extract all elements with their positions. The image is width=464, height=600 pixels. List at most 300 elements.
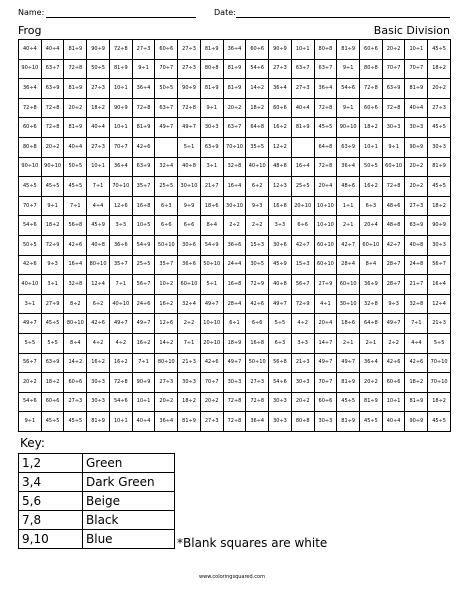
grid-cell[interactable]: 70÷10 (428, 353, 451, 373)
grid-cell[interactable]: 30÷3 (291, 373, 314, 393)
grid-cell[interactable]: 50÷5 (360, 157, 383, 177)
grid-cell[interactable]: 40÷10 (246, 157, 269, 177)
grid-cell[interactable]: 80÷10 (64, 314, 87, 334)
grid-cell[interactable]: 49÷7 (223, 353, 246, 373)
grid-cell[interactable]: 9÷1 (337, 98, 360, 118)
grid-cell[interactable]: 40÷8 (269, 275, 292, 295)
grid-cell[interactable]: 36÷4 (314, 79, 337, 99)
grid-cell[interactable]: 2÷1 (337, 216, 360, 236)
grid-cell[interactable]: 70÷10 (223, 137, 246, 157)
grid-cell[interactable]: 20÷4 (314, 314, 337, 334)
grid-cell[interactable]: 32÷8 (223, 157, 246, 177)
grid-cell[interactable]: 60÷10 (337, 275, 360, 295)
grid-cell[interactable]: 8÷4 (200, 216, 223, 236)
grid-cell[interactable]: 60÷10 (382, 157, 405, 177)
grid-cell[interactable]: 81÷9 (405, 79, 428, 99)
grid-cell[interactable]: 9÷1 (132, 59, 155, 79)
grid-cell[interactable]: 72÷8 (223, 392, 246, 412)
grid-cell[interactable]: 20÷4 (360, 216, 383, 236)
grid-cell[interactable]: 72÷8 (382, 177, 405, 197)
grid-cell[interactable]: 9÷3 (382, 294, 405, 314)
grid-cell[interactable]: 20÷2 (41, 137, 64, 157)
grid-cell[interactable]: 64÷8 (360, 314, 383, 334)
grid-cell[interactable]: 42÷6 (19, 255, 42, 275)
grid-cell[interactable]: 48÷6 (382, 196, 405, 216)
grid-cell[interactable]: 10÷2 (155, 275, 178, 295)
grid-cell[interactable]: 81÷9 (200, 40, 223, 60)
grid-cell[interactable]: 9÷3 (246, 196, 269, 216)
grid-cell[interactable]: 81÷9 (200, 79, 223, 99)
grid-cell[interactable]: 42÷7 (291, 235, 314, 255)
grid-cell[interactable]: 72÷9 (291, 294, 314, 314)
grid-cell[interactable]: 7÷1 (109, 275, 132, 295)
grid-cell[interactable]: 30÷3 (428, 137, 451, 157)
grid-cell[interactable]: 12÷6 (109, 196, 132, 216)
grid-cell[interactable]: 20÷2 (291, 392, 314, 412)
grid-cell[interactable]: 7÷1 (405, 314, 428, 334)
grid-cell[interactable]: 9÷9 (178, 196, 201, 216)
grid-cell[interactable]: 72÷8 (223, 412, 246, 432)
grid-cell[interactable]: 27÷3 (155, 373, 178, 393)
grid-cell[interactable]: 56÷8 (269, 353, 292, 373)
grid-cell[interactable]: 36÷6 (178, 255, 201, 275)
grid-cell[interactable]: 50÷5 (64, 157, 87, 177)
grid-cell[interactable]: 20÷2 (382, 40, 405, 60)
grid-cell[interactable]: 54÷9 (200, 235, 223, 255)
grid-cell[interactable]: 4÷2 (109, 333, 132, 353)
grid-cell[interactable]: 54÷9 (132, 235, 155, 255)
grid-cell[interactable]: 81÷9 (337, 373, 360, 393)
grid-cell[interactable]: 3÷3 (109, 216, 132, 236)
grid-cell[interactable]: 63÷7 (41, 59, 64, 79)
grid-cell[interactable]: 36÷4 (109, 157, 132, 177)
grid-cell[interactable]: 72÷8 (19, 98, 42, 118)
grid-cell[interactable]: 45÷5 (314, 118, 337, 138)
grid-cell[interactable]: 50÷5 (19, 235, 42, 255)
grid-cell[interactable]: 81÷9 (360, 392, 383, 412)
grid-cell[interactable]: 30÷5 (246, 255, 269, 275)
grid-cell[interactable]: 36÷9 (360, 275, 383, 295)
grid-cell[interactable]: 6÷3 (269, 333, 292, 353)
grid-cell[interactable]: 15÷3 (291, 255, 314, 275)
grid-cell[interactable]: 6÷6 (291, 216, 314, 236)
grid-cell[interactable]: 4÷4 (405, 333, 428, 353)
grid-cell[interactable]: 27÷3 (87, 137, 110, 157)
grid-cell[interactable]: 36÷4 (269, 79, 292, 99)
grid-cell[interactable]: 3÷1 (19, 294, 42, 314)
grid-cell[interactable]: 72÷8 (64, 59, 87, 79)
grid-cell[interactable]: 10÷1 (405, 40, 428, 60)
grid-cell[interactable]: 49÷7 (109, 314, 132, 334)
grid-cell[interactable]: 16÷2 (155, 294, 178, 314)
grid-cell[interactable]: 50÷10 (200, 255, 223, 275)
grid-cell[interactable]: 40÷4 (132, 412, 155, 432)
grid-cell[interactable]: 30÷6 (269, 235, 292, 255)
grid-cell[interactable]: 45÷5 (428, 177, 451, 197)
grid-cell[interactable]: 16÷4 (64, 255, 87, 275)
grid-cell[interactable]: 45÷5 (337, 392, 360, 412)
grid-cell[interactable]: 40÷8 (87, 235, 110, 255)
grid-cell[interactable]: 63÷9 (382, 79, 405, 99)
grid-cell[interactable]: 10÷5 (132, 216, 155, 236)
grid-cell[interactable]: 90÷9 (109, 98, 132, 118)
grid-cell[interactable]: 10÷10 (200, 314, 223, 334)
grid-cell[interactable]: 8÷4 (360, 255, 383, 275)
grid-cell[interactable]: 45÷9 (87, 216, 110, 236)
grid-cell[interactable]: 18÷2 (246, 98, 269, 118)
grid-cell[interactable]: 42÷6 (132, 137, 155, 157)
grid-cell[interactable]: 18÷6 (337, 314, 360, 334)
grid-cell[interactable]: 14÷2 (64, 353, 87, 373)
grid-cell[interactable]: 10÷1 (360, 137, 383, 157)
grid-cell[interactable]: 2÷2 (382, 333, 405, 353)
grid-cell[interactable]: 16÷8 (132, 196, 155, 216)
grid-cell[interactable]: 72÷8 (41, 98, 64, 118)
grid-cell[interactable]: 30÷3 (178, 373, 201, 393)
grid-cell[interactable]: 90÷10 (19, 59, 42, 79)
grid-cell[interactable]: 27÷3 (132, 40, 155, 60)
grid-cell[interactable]: 45÷5 (41, 314, 64, 334)
grid-cell[interactable]: 50÷5 (155, 79, 178, 99)
grid-cell[interactable]: 72÷8 (178, 98, 201, 118)
grid-cell[interactable]: 45÷5 (428, 118, 451, 138)
grid-cell[interactable]: 4÷2 (87, 333, 110, 353)
grid-cell[interactable]: 70÷7 (155, 59, 178, 79)
grid-cell[interactable]: 30÷3 (314, 412, 337, 432)
grid-cell[interactable]: 60÷6 (246, 40, 269, 60)
grid-cell[interactable]: 18÷2 (405, 373, 428, 393)
grid-cell[interactable]: 63÷7 (314, 59, 337, 79)
grid-cell[interactable]: 42÷7 (382, 235, 405, 255)
grid-cell[interactable]: 42÷6 (405, 353, 428, 373)
grid-cell[interactable]: 10÷1 (109, 118, 132, 138)
grid-cell[interactable]: 10÷1 (291, 40, 314, 60)
grid-cell[interactable]: 64÷8 (246, 118, 269, 138)
grid-cell[interactable]: 21÷7 (405, 275, 428, 295)
grid-cell[interactable]: 18÷2 (428, 196, 451, 216)
grid-cell[interactable]: 72÷8 (382, 98, 405, 118)
grid-cell[interactable]: 36÷4 (19, 79, 42, 99)
grid-cell[interactable]: 7÷1 (87, 177, 110, 197)
grid-cell[interactable]: 72÷8 (246, 392, 269, 412)
grid-cell[interactable]: 6÷6 (155, 216, 178, 236)
grid-cell[interactable]: 81÷9 (109, 59, 132, 79)
grid-cell[interactable]: 6÷3 (360, 196, 383, 216)
grid-cell[interactable]: 10÷1 (87, 157, 110, 177)
grid-cell[interactable]: 81÷9 (64, 40, 87, 60)
grid-cell[interactable]: 90÷10 (41, 157, 64, 177)
grid-cell[interactable]: 56÷7 (19, 353, 42, 373)
grid-cell[interactable]: 16÷8 (223, 275, 246, 295)
grid-cell[interactable]: 24÷4 (223, 255, 246, 275)
grid-cell[interactable]: 45÷5 (64, 412, 87, 432)
grid-cell[interactable]: 30÷3 (428, 235, 451, 255)
grid-cell[interactable]: 60÷6 (382, 373, 405, 393)
grid-cell[interactable]: 63÷9 (41, 353, 64, 373)
grid-cell[interactable]: 40÷10 (19, 275, 42, 295)
grid-cell[interactable]: 40÷4 (291, 98, 314, 118)
grid-cell[interactable]: 20÷2 (360, 373, 383, 393)
grid-cell[interactable]: 12÷6 (155, 314, 178, 334)
grid-cell[interactable]: 30÷3 (200, 118, 223, 138)
grid-cell[interactable]: 80÷8 (291, 412, 314, 432)
grid-cell[interactable]: 27÷3 (87, 79, 110, 99)
grid-cell[interactable]: 35÷7 (155, 255, 178, 275)
grid-cell[interactable]: 63÷7 (291, 59, 314, 79)
grid-cell[interactable]: 49÷7 (132, 314, 155, 334)
grid-cell[interactable]: 6÷1 (223, 314, 246, 334)
grid-cell[interactable]: 20÷2 (223, 98, 246, 118)
grid-cell[interactable]: 25÷5 (155, 177, 178, 197)
grid-cell[interactable]: 48÷8 (269, 157, 292, 177)
grid-cell[interactable]: 20÷2 (200, 392, 223, 412)
grid-cell[interactable]: 3÷3 (291, 333, 314, 353)
grid-cell[interactable]: 60÷6 (64, 373, 87, 393)
grid-cell[interactable]: 54÷6 (109, 392, 132, 412)
grid-cell[interactable]: 16÷2 (132, 333, 155, 353)
grid-cell[interactable]: 5÷5 (19, 333, 42, 353)
grid-cell[interactable]: 81÷9 (178, 412, 201, 432)
grid-cell[interactable]: 72÷8 (132, 98, 155, 118)
grid-cell[interactable]: 6÷3 (155, 196, 178, 216)
grid-cell[interactable]: 56÷8 (64, 216, 87, 236)
grid-cell[interactable]: 90÷9 (405, 412, 428, 432)
grid-cell[interactable]: 60÷6 (41, 392, 64, 412)
grid-cell[interactable]: 36÷4 (223, 40, 246, 60)
grid-cell[interactable]: 27÷3 (64, 392, 87, 412)
grid-cell[interactable]: 60÷6 (360, 40, 383, 60)
grid-cell[interactable]: 60÷6 (19, 118, 42, 138)
grid-cell[interactable]: 20÷10 (291, 196, 314, 216)
grid-cell[interactable]: 32÷4 (178, 294, 201, 314)
grid-cell[interactable]: 90÷10 (337, 118, 360, 138)
grid-cell[interactable]: 16÷4 (428, 275, 451, 295)
grid-cell[interactable]: 2÷2 (223, 216, 246, 236)
grid-cell[interactable]: 63÷9 (200, 137, 223, 157)
grid-cell[interactable]: 60÷6 (269, 98, 292, 118)
grid-cell[interactable]: 49÷7 (155, 118, 178, 138)
grid-cell[interactable]: 48÷6 (337, 177, 360, 197)
grid-cell[interactable]: 45÷5 (428, 40, 451, 60)
grid-cell[interactable]: 45÷5 (19, 177, 42, 197)
grid-cell[interactable]: 60÷6 (155, 40, 178, 60)
grid-cell[interactable]: 9÷3 (41, 255, 64, 275)
grid-cell[interactable]: 9÷1 (41, 196, 64, 216)
grid-cell[interactable]: 40÷8 (178, 157, 201, 177)
grid-cell[interactable]: 27÷3 (291, 79, 314, 99)
grid-cell[interactable]: 7÷1 (178, 333, 201, 353)
grid-cell[interactable]: 63÷7 (155, 98, 178, 118)
grid-cell[interactable]: 10÷1 (109, 412, 132, 432)
grid-cell[interactable]: 32÷4 (155, 157, 178, 177)
grid-cell[interactable]: 5÷5 (41, 333, 64, 353)
grid-cell[interactable]: 35÷7 (109, 255, 132, 275)
grid-cell[interactable]: 4÷4 (87, 196, 110, 216)
grid-cell[interactable]: 30÷10 (337, 294, 360, 314)
grid-cell[interactable]: 80÷10 (155, 353, 178, 373)
grid-cell[interactable]: 28÷7 (382, 255, 405, 275)
grid-cell[interactable]: 45÷5 (41, 412, 64, 432)
grid-cell[interactable]: 16÷2 (87, 353, 110, 373)
grid-cell[interactable]: 60÷10 (178, 275, 201, 295)
grid-cell[interactable]: 72÷8 (109, 40, 132, 60)
grid-cell[interactable]: 20÷2 (155, 392, 178, 412)
grid-cell[interactable]: 24÷6 (132, 294, 155, 314)
grid-cell[interactable]: 40÷10 (109, 294, 132, 314)
grid-cell[interactable]: 20÷2 (405, 157, 428, 177)
grid-cell[interactable]: 24÷8 (405, 255, 428, 275)
grid-cell[interactable]: 27÷3 (178, 59, 201, 79)
grid-cell[interactable]: 30÷6 (178, 235, 201, 255)
grid-cell[interactable]: 8÷2 (64, 294, 87, 314)
grid-cell[interactable]: 90÷9 (428, 216, 451, 236)
grid-cell[interactable]: 30÷3 (269, 392, 292, 412)
grid-cell[interactable]: 45÷9 (269, 255, 292, 275)
grid-cell[interactable]: 9÷1 (200, 98, 223, 118)
grid-cell[interactable]: 4÷2 (291, 314, 314, 334)
grid-cell[interactable]: 60÷10 (314, 255, 337, 275)
grid-cell[interactable]: 90÷10 (19, 157, 42, 177)
grid-cell[interactable]: 2÷2 (178, 314, 201, 334)
grid-cell[interactable] (155, 137, 178, 157)
grid-cell[interactable]: 54÷6 (246, 59, 269, 79)
grid-cell[interactable]: 81÷9 (405, 392, 428, 412)
grid-cell[interactable]: 2÷1 (337, 333, 360, 353)
grid-cell[interactable]: 30÷3 (405, 118, 428, 138)
grid-cell[interactable]: 72÷8 (314, 98, 337, 118)
grid-cell[interactable]: 70÷7 (200, 373, 223, 393)
grid-cell[interactable]: 35÷7 (132, 177, 155, 197)
grid-cell[interactable]: 60÷6 (360, 98, 383, 118)
grid-cell[interactable]: 18÷9 (223, 333, 246, 353)
grid-cell[interactable]: 49÷7 (269, 294, 292, 314)
grid-cell[interactable]: 21÷3 (428, 314, 451, 334)
grid-cell[interactable]: 5÷1 (178, 137, 201, 157)
grid-cell[interactable]: 5÷5 (269, 314, 292, 334)
grid-cell[interactable]: 36÷4 (337, 157, 360, 177)
grid-cell[interactable]: 81÷9 (87, 412, 110, 432)
grid-cell[interactable]: 2÷2 (246, 216, 269, 236)
grid-cell[interactable]: 70÷10 (109, 177, 132, 197)
grid-cell[interactable]: 49÷7 (337, 353, 360, 373)
grid-cell[interactable]: 72÷8 (41, 118, 64, 138)
grid-cell[interactable]: 49÷7 (314, 353, 337, 373)
grid-cell[interactable]: 30÷3 (223, 373, 246, 393)
grid-cell[interactable]: 27÷3 (178, 40, 201, 60)
grid-cell[interactable]: 36÷6 (223, 235, 246, 255)
grid-cell[interactable]: 10÷10 (314, 216, 337, 236)
grid-cell[interactable]: 30÷10 (223, 196, 246, 216)
grid-cell[interactable]: 81÷9 (291, 118, 314, 138)
grid-cell[interactable]: 63÷9 (405, 216, 428, 236)
grid-cell[interactable]: 42÷6 (246, 294, 269, 314)
grid-cell[interactable]: 42÷7 (337, 235, 360, 255)
grid-cell[interactable]: 54÷6 (19, 392, 42, 412)
grid-cell[interactable]: 6÷2 (246, 177, 269, 197)
grid-cell[interactable]: 72÷8 (109, 373, 132, 393)
grid-cell[interactable]: 50÷10 (155, 235, 178, 255)
grid-cell[interactable]: 40÷4 (19, 40, 42, 60)
grid-cell[interactable]: 6÷6 (246, 314, 269, 334)
grid-cell[interactable]: 81÷9 (132, 118, 155, 138)
grid-cell[interactable]: 20÷4 (314, 177, 337, 197)
grid-cell[interactable]: 48÷8 (382, 216, 405, 236)
grid-cell[interactable]: 60÷10 (360, 235, 383, 255)
grid-cell[interactable]: 20÷10 (200, 333, 223, 353)
grid-cell[interactable]: 35÷5 (246, 137, 269, 157)
grid-cell[interactable]: 49÷7 (19, 314, 42, 334)
grid-cell[interactable]: 72÷8 (314, 157, 337, 177)
grid-cell[interactable]: 7÷1 (132, 353, 155, 373)
grid-cell[interactable]: 30÷10 (178, 177, 201, 197)
grid-cell[interactable]: 72÷8 (360, 79, 383, 99)
grid-cell[interactable]: 9÷1 (337, 59, 360, 79)
grid-cell[interactable]: 20÷2 (64, 98, 87, 118)
grid-cell[interactable]: 3÷1 (200, 157, 223, 177)
grid-cell[interactable]: 27÷9 (41, 294, 64, 314)
grid-cell[interactable]: 45÷5 (64, 177, 87, 197)
date-line[interactable] (236, 17, 450, 18)
grid-cell[interactable]: 72÷9 (246, 275, 269, 295)
grid-cell[interactable]: 36÷4 (360, 353, 383, 373)
grid-cell[interactable]: 16÷2 (269, 118, 292, 138)
grid-cell[interactable]: 36÷4 (132, 79, 155, 99)
grid-cell[interactable]: 8÷4 (64, 333, 87, 353)
grid-cell[interactable]: 14÷7 (314, 333, 337, 353)
grid-cell[interactable]: 21÷3 (291, 353, 314, 373)
grid-cell[interactable]: 54÷6 (19, 216, 42, 236)
grid-cell[interactable]: 70÷10 (428, 373, 451, 393)
name-line[interactable] (46, 17, 196, 18)
grid-cell[interactable]: 18÷2 (428, 392, 451, 412)
grid-cell[interactable]: 54÷6 (337, 79, 360, 99)
grid-cell[interactable]: 50÷10 (246, 353, 269, 373)
grid-cell[interactable]: 54÷6 (269, 373, 292, 393)
grid-cell[interactable]: 30÷3 (87, 373, 110, 393)
grid-cell[interactable]: 49÷7 (178, 118, 201, 138)
grid-cell[interactable]: 10÷1 (109, 79, 132, 99)
grid-cell[interactable]: 16÷4 (223, 177, 246, 197)
grid-cell[interactable]: 70÷7 (405, 59, 428, 79)
grid-cell[interactable] (291, 137, 314, 157)
grid-cell[interactable]: 81÷9 (64, 118, 87, 138)
grid-cell[interactable]: 5÷5 (428, 333, 451, 353)
grid-cell[interactable]: 56÷7 (291, 275, 314, 295)
grid-cell[interactable]: 3÷3 (269, 216, 292, 236)
grid-cell[interactable]: 70÷7 (382, 59, 405, 79)
grid-cell[interactable]: 21÷3 (178, 353, 201, 373)
grid-cell[interactable]: 80÷8 (360, 59, 383, 79)
grid-cell[interactable]: 9÷1 (19, 412, 42, 432)
grid-cell[interactable]: 81÷9 (428, 157, 451, 177)
grid-cell[interactable]: 27÷3 (428, 98, 451, 118)
grid-cell[interactable]: 50÷5 (87, 59, 110, 79)
grid-cell[interactable]: 40÷4 (41, 40, 64, 60)
grid-cell[interactable]: 18÷6 (200, 196, 223, 216)
grid-cell[interactable]: 7÷1 (64, 196, 87, 216)
grid-cell[interactable]: 80÷10 (87, 255, 110, 275)
grid-cell[interactable]: 16÷8 (269, 196, 292, 216)
grid-cell[interactable]: 90÷9 (87, 40, 110, 60)
grid-cell[interactable]: 90÷9 (269, 40, 292, 60)
grid-cell[interactable]: 25÷5 (132, 255, 155, 275)
grid-cell[interactable]: 40÷4 (405, 98, 428, 118)
grid-cell[interactable]: 2÷1 (360, 333, 383, 353)
grid-cell[interactable]: 63÷9 (337, 137, 360, 157)
grid-cell[interactable]: 56÷7 (428, 255, 451, 275)
grid-cell[interactable]: 28÷7 (382, 275, 405, 295)
grid-cell[interactable]: 32÷8 (64, 275, 87, 295)
